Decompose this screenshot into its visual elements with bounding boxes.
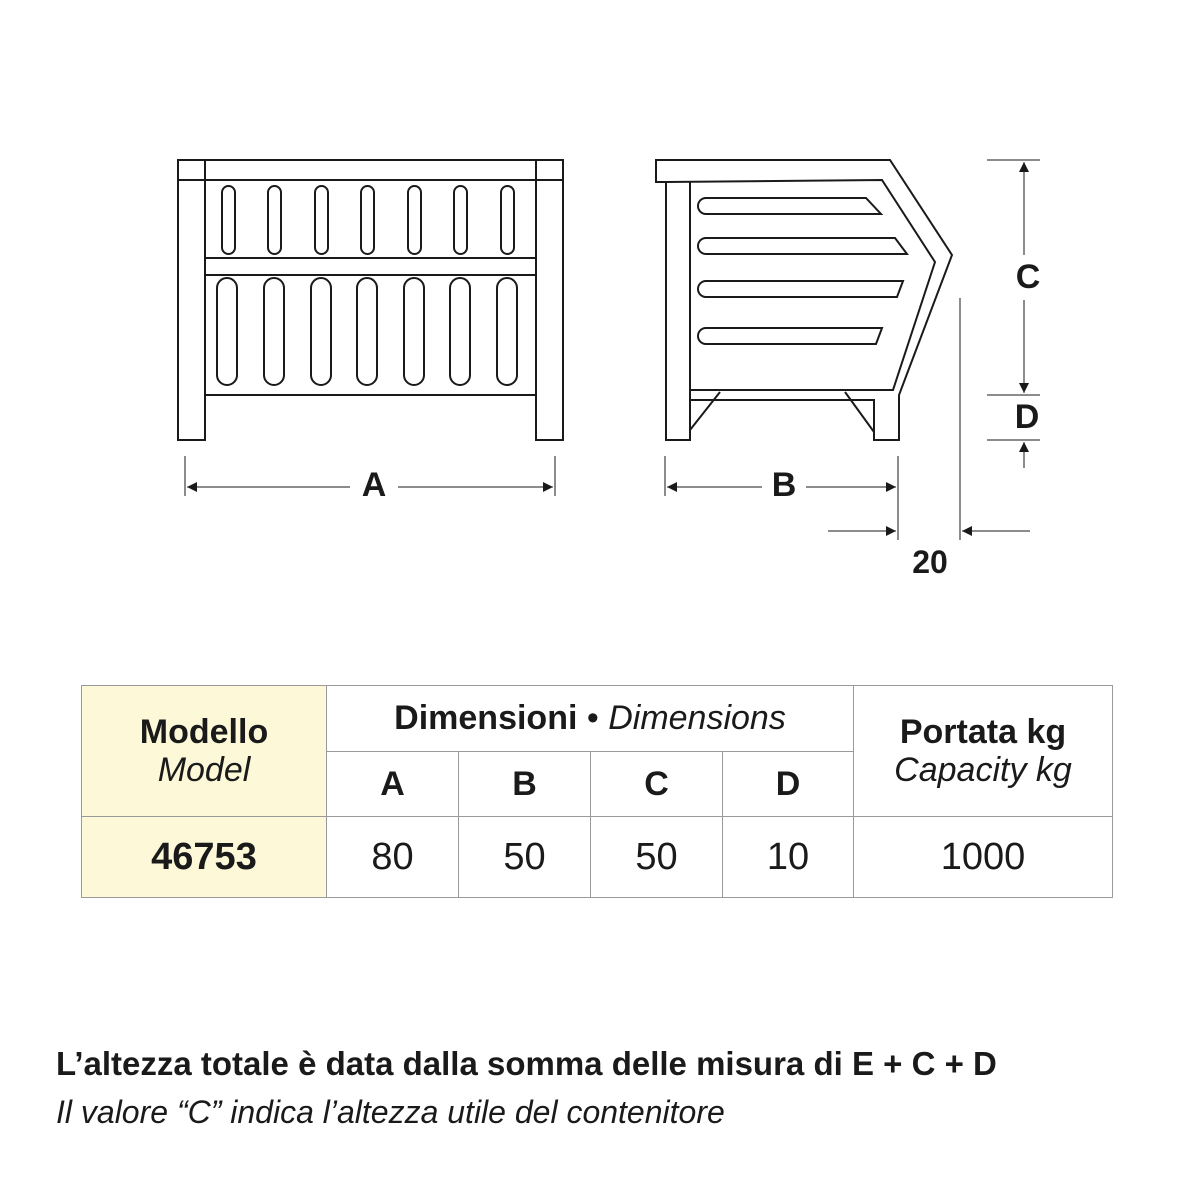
- value-c-cell: 50: [591, 817, 723, 898]
- note-total-height: L’altezza totale è data dalla somma delle misura di E + C + D: [56, 1045, 997, 1082]
- value-a-cell: 80: [327, 817, 459, 898]
- dimensions-header-it: Dimensioni: [394, 699, 578, 737]
- column-header-a: A: [327, 752, 459, 817]
- dimension-c-label: C: [1015, 258, 1041, 296]
- model-header-it: Modello: [139, 713, 269, 751]
- front-middle-rail: [205, 258, 536, 275]
- dimension-d-label: D: [1014, 398, 1040, 436]
- capacity-value-cell: 1000: [854, 817, 1113, 898]
- front-right-post: [536, 160, 563, 440]
- side-slots: [698, 198, 907, 344]
- table-row: [82, 817, 1113, 898]
- side-inner-outline: [666, 180, 935, 390]
- column-header-d: D: [723, 752, 854, 817]
- dimension-labels: [362, 258, 1041, 580]
- front-upper-slots: [222, 186, 514, 254]
- notes: [56, 1040, 1176, 1136]
- side-view: [656, 160, 952, 440]
- front-left-post: [178, 160, 205, 440]
- side-left-foot-brace: [690, 392, 720, 430]
- table-header-row: [82, 686, 1113, 752]
- model-header-cell: [82, 686, 327, 817]
- model-header-en: Model: [157, 751, 251, 789]
- side-right-foot-brace: [845, 392, 874, 432]
- value-b-cell: 50: [459, 817, 591, 898]
- capacity-header-en: Capacity kg: [894, 751, 1072, 789]
- dimensions-header-en: Dimensions: [608, 699, 786, 737]
- column-header-c: C: [591, 752, 723, 817]
- capacity-header-cell: [854, 686, 1113, 817]
- front-top-rail: [178, 160, 563, 180]
- capacity-header-it: Portata kg: [899, 713, 1067, 751]
- dimension-lines: [185, 160, 1040, 540]
- specification-table: [81, 685, 1113, 898]
- dimensions-header-separator: •: [586, 699, 599, 737]
- offset-label: 20: [912, 544, 948, 580]
- column-header-b: B: [459, 752, 591, 817]
- value-d-cell: 10: [723, 817, 854, 898]
- side-outer-outline: [656, 160, 952, 440]
- model-code-cell: 46753: [82, 817, 327, 898]
- dimension-b-label: B: [771, 466, 797, 504]
- front-lower-slots: [217, 278, 517, 385]
- dimension-a-label: A: [361, 466, 387, 504]
- front-view: [178, 160, 563, 440]
- dimensions-header-cell: [327, 686, 854, 752]
- note-value-c: Il valore “C” indica l’altezza utile del contenitore: [56, 1094, 725, 1130]
